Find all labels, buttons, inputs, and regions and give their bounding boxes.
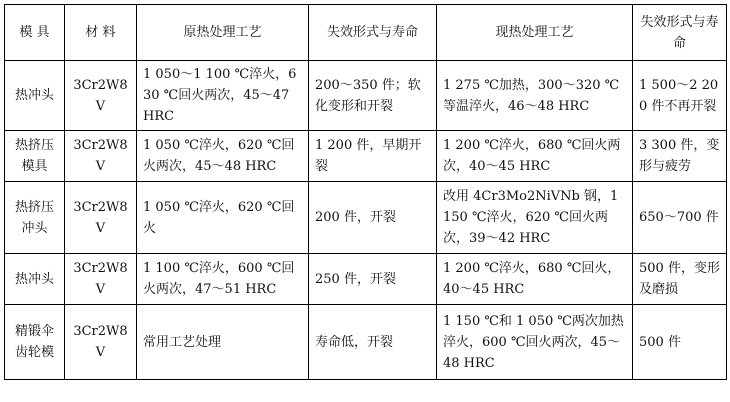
cell-original-process: 常用工艺处理 bbox=[137, 305, 309, 380]
table-row bbox=[5, 254, 727, 305]
table-row bbox=[5, 131, 727, 182]
heat-treatment-table bbox=[4, 4, 727, 380]
cell-original-failure: 250 件，开裂 bbox=[309, 254, 437, 305]
cell-mold: 精锻伞齿轮模 bbox=[5, 305, 65, 380]
header-original-process: 原热处理工艺 bbox=[137, 5, 309, 61]
table-row bbox=[5, 305, 727, 380]
cell-original-failure: 1 200 件，早期开裂 bbox=[309, 131, 437, 182]
cell-original-failure: 200 件，开裂 bbox=[309, 182, 437, 254]
cell-new-failure: 500 件 bbox=[633, 305, 727, 380]
cell-material: 3Cr2W8V bbox=[65, 254, 137, 305]
cell-mold: 热挤压模具 bbox=[5, 131, 65, 182]
cell-material: 3Cr2W8V bbox=[65, 131, 137, 182]
cell-new-failure: 500 件，变形及磨损 bbox=[633, 254, 727, 305]
header-mold: 模 具 bbox=[5, 5, 65, 61]
cell-original-process: 1 100 ℃淬火，600 ℃回火两次，47～51 HRC bbox=[137, 254, 309, 305]
cell-mold: 热冲头 bbox=[5, 61, 65, 131]
cell-original-process: 1 050 ℃淬火，620 ℃回火两次，45～48 HRC bbox=[137, 131, 309, 182]
cell-new-failure: 3 300 件，变形与疲劳 bbox=[633, 131, 727, 182]
cell-new-process: 1 200 ℃淬火，680 ℃回火，40～45 HRC bbox=[437, 254, 633, 305]
cell-new-process: 改用 4Cr3Mo2NiVNb 钢，1 150 ℃淬火，620 ℃回火两次，39～42 HRC bbox=[437, 182, 633, 254]
cell-original-failure: 200～350 件；软化变形和开裂 bbox=[309, 61, 437, 131]
cell-material: 3Cr2W8V bbox=[65, 182, 137, 254]
header-material: 材 料 bbox=[65, 5, 137, 61]
header-original-failure: 失效形式与寿命 bbox=[309, 5, 437, 61]
table-header-row bbox=[5, 5, 727, 61]
header-new-failure: 失效形式与寿命 bbox=[633, 5, 727, 61]
cell-new-failure: 1 500～2 200 件不再开裂 bbox=[633, 61, 727, 131]
cell-mold: 热挤压冲头 bbox=[5, 182, 65, 254]
cell-new-process: 1 150 ℃和 1 050 ℃两次加热淬火，600 ℃回火两次，45～48 HRC bbox=[437, 305, 633, 380]
cell-new-failure: 650～700 件 bbox=[633, 182, 727, 254]
cell-new-process: 1 200 ℃淬火，680 ℃回火两次，40～45 HRC bbox=[437, 131, 633, 182]
cell-new-process: 1 275 ℃加热，300～320 ℃等温淬火，46～48 HRC bbox=[437, 61, 633, 131]
cell-original-failure: 寿命低，开裂 bbox=[309, 305, 437, 380]
table-row bbox=[5, 182, 727, 254]
cell-material: 3Cr2W8V bbox=[65, 61, 137, 131]
cell-original-process: 1 050 ℃淬火，620 ℃回火 bbox=[137, 182, 309, 254]
cell-original-process: 1 050～1 100 ℃淬火，630 ℃回火两次，45～47 HRC bbox=[137, 61, 309, 131]
header-new-process: 现热处理工艺 bbox=[437, 5, 633, 61]
cell-mold: 热冲头 bbox=[5, 254, 65, 305]
cell-material: 3Cr2W8V bbox=[65, 305, 137, 380]
table-row bbox=[5, 61, 727, 131]
